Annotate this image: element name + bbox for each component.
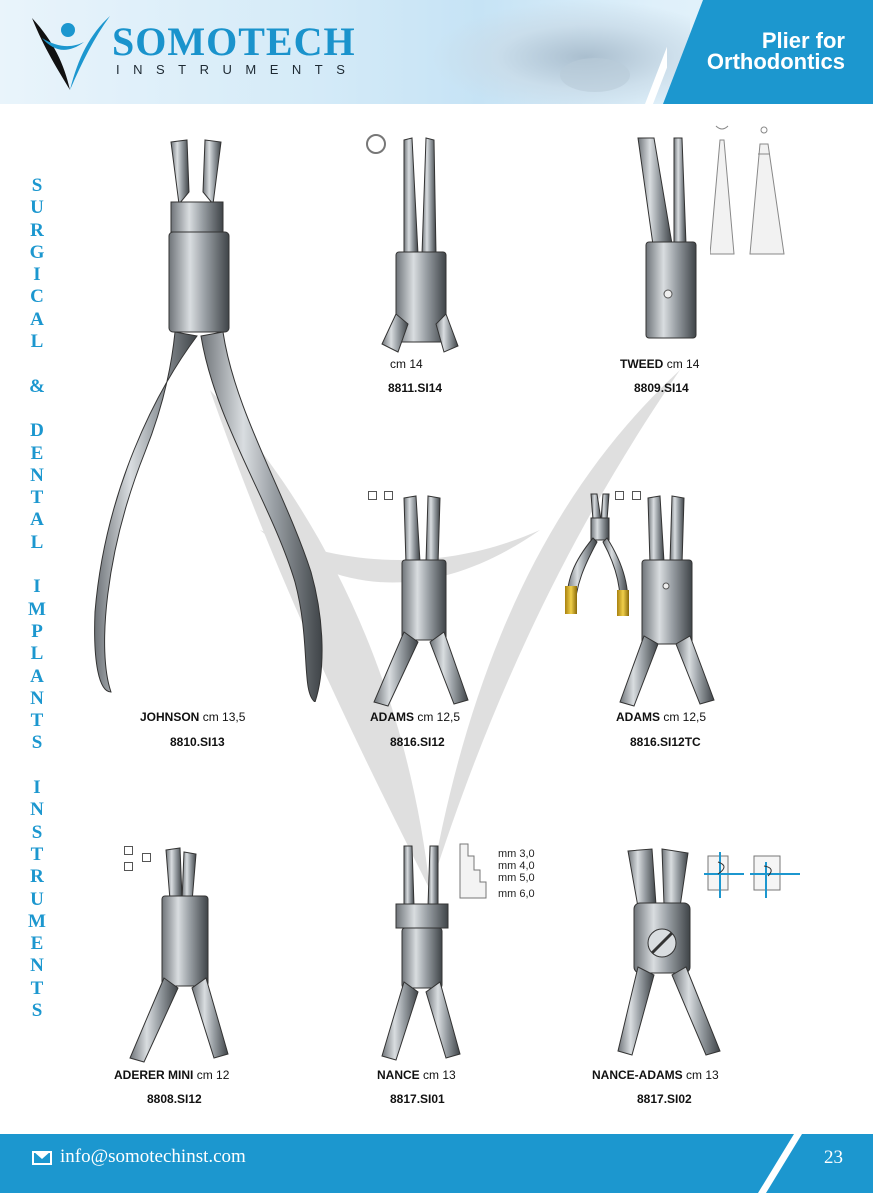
product-code-nance-adams: 8817.SI02 <box>637 1092 692 1106</box>
adams-plier-image <box>368 492 478 712</box>
plier-8811-image <box>378 134 468 354</box>
side-text-letter: L <box>30 643 44 665</box>
nance-size-list <box>498 848 535 900</box>
side-text-letter: N <box>30 464 44 486</box>
side-text-letter: E <box>30 442 44 464</box>
side-text-letter: G <box>29 241 45 263</box>
page-title <box>707 30 845 72</box>
footer-email-link[interactable]: info@somotechinst.com <box>60 1146 246 1167</box>
side-text-letter: M <box>28 598 46 620</box>
side-text-letter: N <box>30 955 44 977</box>
aderer-mini-plier-image <box>118 844 238 1069</box>
page-header <box>0 0 873 104</box>
side-text-letter: S <box>31 732 43 754</box>
side-text-letter: T <box>30 487 44 509</box>
product-label-aderer-mini: ADERER MINI cm 12 <box>114 1068 230 1082</box>
brand-name: SOMOTECH <box>112 19 356 64</box>
product-label-nance: NANCE cm 13 <box>377 1068 456 1082</box>
product-code-8811: 8811.SI14 <box>388 381 443 395</box>
brand-subtitle: INSTRUMENTS <box>116 62 359 77</box>
page-footer <box>0 1134 873 1193</box>
page-title-line1: Plier for <box>761 28 845 53</box>
product-label-adams: ADAMS cm 12,5 <box>370 710 461 724</box>
side-text-letter <box>35 554 40 576</box>
product-label-8811: cm 14 <box>390 357 423 371</box>
side-text-letter: N <box>30 687 44 709</box>
product-code-adams-tc: 8816.SI12TC <box>630 735 701 749</box>
side-text-letter <box>35 398 40 420</box>
side-text-letter: T <box>30 843 44 865</box>
somotech-logo-icon <box>24 8 114 94</box>
side-text-letter: T <box>30 977 44 999</box>
side-text-letter: S <box>31 175 43 196</box>
side-text-letter: S <box>31 999 43 1021</box>
side-text-letter: P <box>31 620 43 642</box>
side-text-letter: I <box>33 777 41 799</box>
product-code-adams: 8816.SI12 <box>390 735 445 749</box>
side-vertical-text <box>25 175 49 1022</box>
product-label-adams-tc: ADAMS cm 12,5 <box>616 710 707 724</box>
product-code-nance: 8817.SI01 <box>390 1092 445 1106</box>
side-text-letter: R <box>30 866 44 888</box>
nance-size: mm 4,0 <box>498 860 535 872</box>
side-text-letter: N <box>30 799 44 821</box>
side-text-letter: D <box>30 420 44 442</box>
side-text-letter: L <box>30 331 44 353</box>
nance-adams-bend-diagram-icon <box>704 852 804 902</box>
side-text-letter: A <box>30 509 44 531</box>
product-label-johnson: JOHNSON cm 13,5 <box>140 710 246 724</box>
product-code-aderer-mini: 8808.SI12 <box>147 1092 202 1106</box>
nance-size: mm 6,0 <box>498 888 535 900</box>
side-text-letter: U <box>30 888 44 910</box>
adams-tc-plier-image <box>612 492 722 712</box>
tweed-jaw-diagram-icon <box>710 124 810 264</box>
side-text-letter <box>35 755 40 777</box>
side-text-letter: I <box>33 576 41 598</box>
side-text-letter <box>35 353 40 375</box>
side-text-letter: A <box>30 308 44 330</box>
side-text-letter: T <box>30 710 44 732</box>
nance-size: mm 5,0 <box>498 872 535 884</box>
nance-step-diagram-icon <box>456 842 496 900</box>
footer-stripe <box>758 1134 802 1193</box>
page-title-line2: Orthodontics <box>706 49 845 74</box>
tweed-plier-image <box>628 134 708 354</box>
side-text-letter: E <box>30 933 44 955</box>
product-code-tweed: 8809.SI14 <box>634 381 689 395</box>
side-text-letter: L <box>30 531 44 553</box>
header-photo-detail <box>560 58 630 92</box>
side-text-letter: A <box>30 665 44 687</box>
side-text-letter: U <box>30 197 44 219</box>
side-text-letter: C <box>30 286 44 308</box>
nance-size: mm 3,0 <box>498 848 535 860</box>
side-text-letter: & <box>29 375 45 397</box>
johnson-plier-image <box>75 132 345 702</box>
product-code-johnson: 8810.SI13 <box>170 735 225 749</box>
side-text-letter: R <box>30 219 44 241</box>
side-text-letter: M <box>28 910 46 932</box>
side-text-letter: I <box>33 264 41 286</box>
product-label-tweed: TWEED cm 14 <box>620 357 700 371</box>
side-text-letter: S <box>31 821 43 843</box>
email-icon <box>32 1151 52 1165</box>
product-label-nance-adams: NANCE-ADAMS cm 13 <box>592 1068 719 1082</box>
page-number: 23 <box>824 1147 843 1168</box>
